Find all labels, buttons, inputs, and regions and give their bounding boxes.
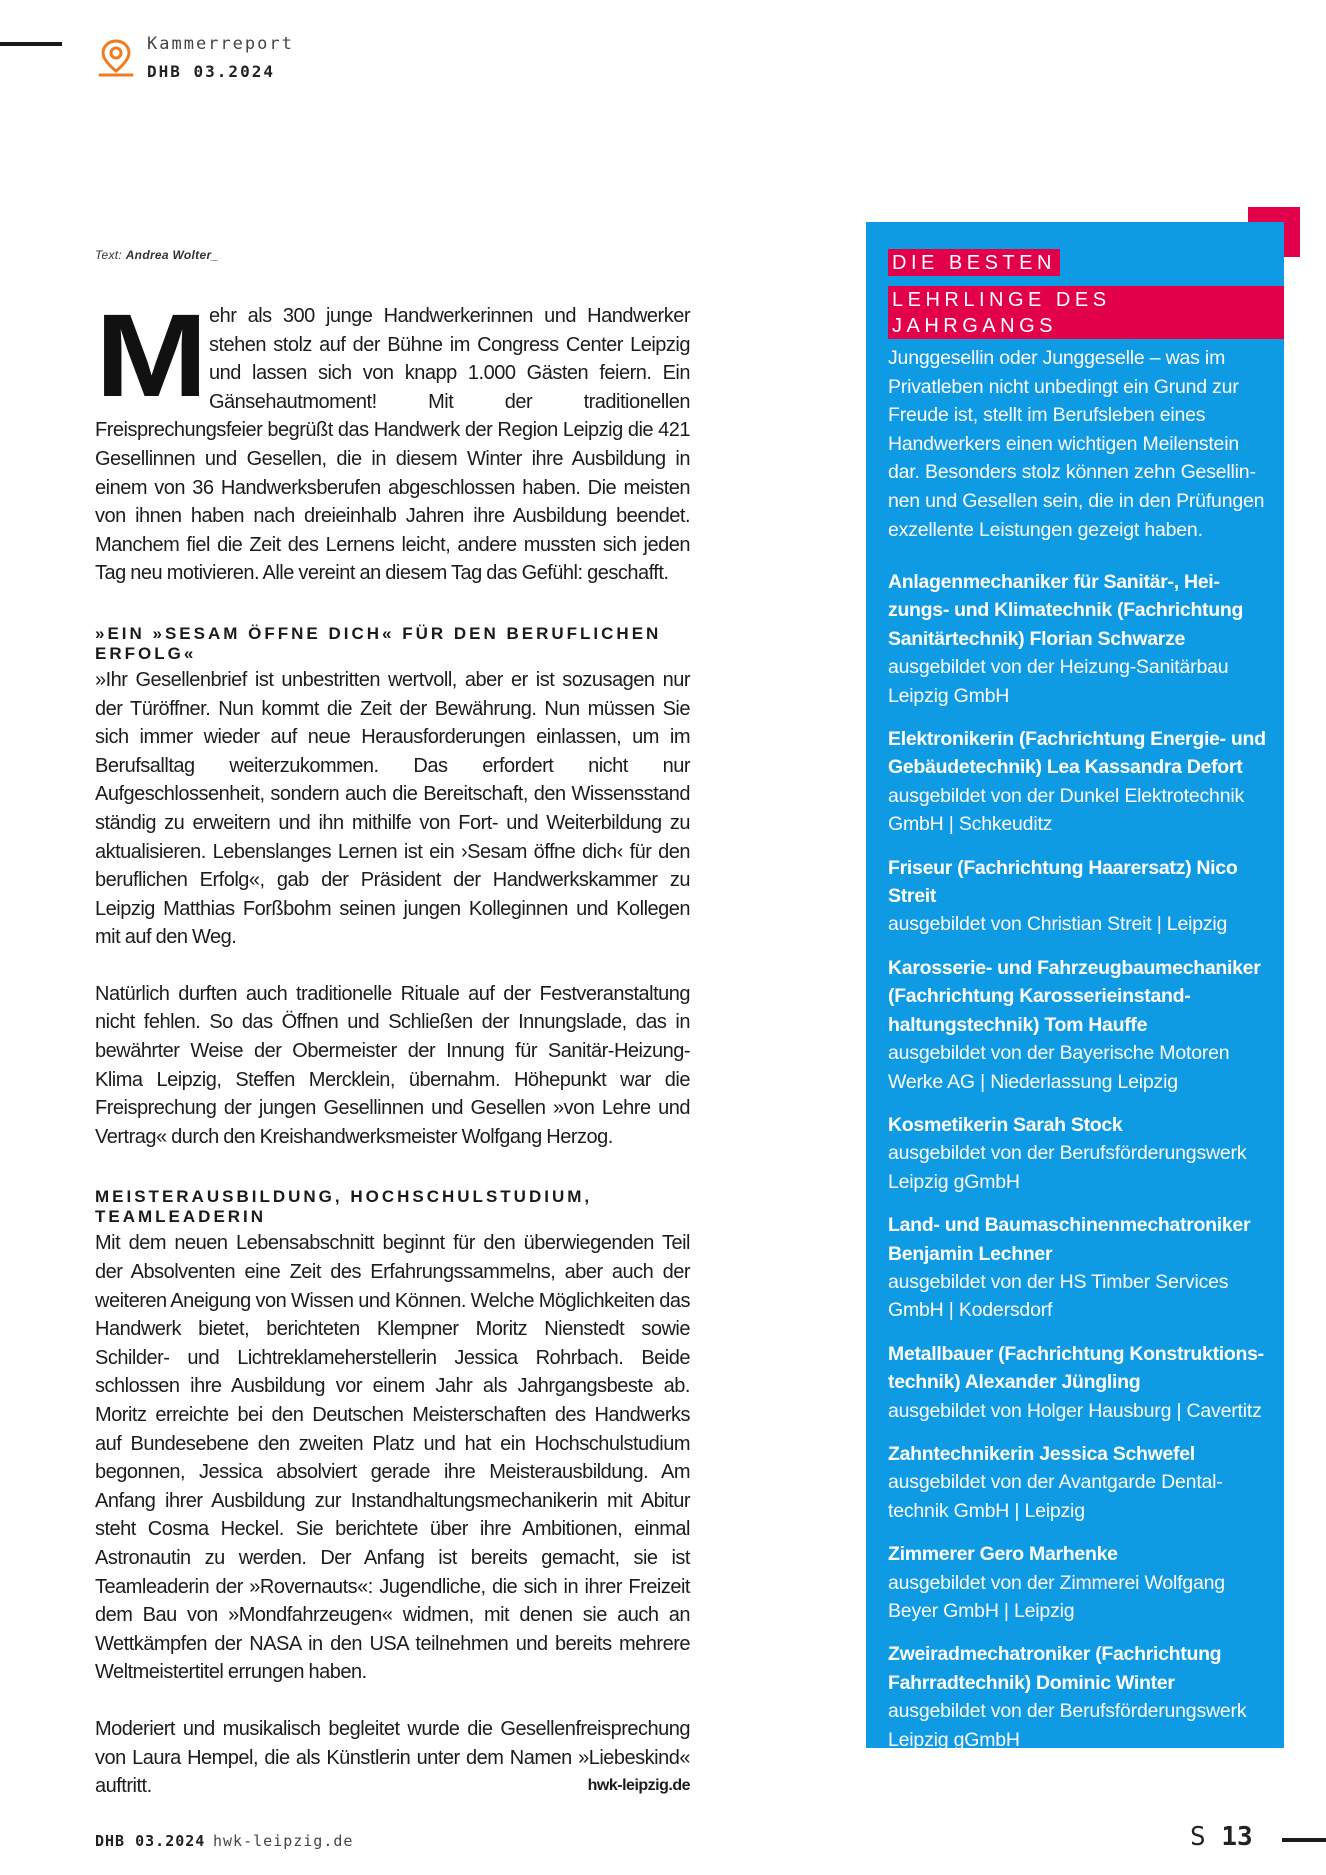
sidebar-box — [866, 222, 1284, 1751]
apprentice-name: Zweiradmechatroniker (Fachrichtung Fahrradtechnik) Dominic Winter — [888, 1643, 1222, 1694]
footer-issue: DHB 03.2024 — [95, 1832, 206, 1850]
list-item — [888, 568, 1273, 710]
list-item — [888, 1211, 1273, 1325]
apprentice-trainer: ausgebildet von der Berufsförderungswerk Leipzig gGmbH — [888, 1142, 1247, 1193]
paragraph-closing — [95, 1715, 690, 1801]
list-item — [888, 1540, 1273, 1625]
paragraph-rituals: Natürlich durften auch traditionelle Rituale auf der Festveranstaltung nicht fehlen. So das Öffnen und Schließen der Innungslade, das in bewährter Weise der Obermeister der Innung für Sanitär-Heizung-Klima Leipzig, Steffen Mercklein, übernahm. Höhepunkt war die Freisprechung der jungen Gesellinnen und Gesellen »von Lehre und Vertrag« durch den Kreishandwerksmeister Wolfgang Herzog. — [95, 982, 690, 1148]
apprentice-trainer: ausgebildet von Holger Hausburg | Cavertitz — [888, 1399, 1262, 1422]
apprentice-trainer: ausgebildet von der Zimmerei Wolfgang Beyer GmbH | Leipzig — [888, 1571, 1225, 1622]
sidebar-title-line2: LEHRLINGE DES JAHRGANGS — [888, 286, 1284, 339]
paragraph-careers: Mit dem neuen Lebensabschnitt beginnt für den überwiegenden Teil der Absolventen eine Zeit des Erfahrungssammelns, aber auch der weiteren Aneigung von Wissen und Können. Welche Möglichkeiten das Handwerk bietet, berichteten Klempner Moritz Nienstedt sowie Schilder- und Lichtreklameherstellerin Jessica Rohrbach. Beide schlossen ihre Ausbildung vor einem Jahr als Jahrgangsbeste ab. Moritz erreichte bei den Deutschen Meisterschaften des Handwerks auf Bundesebene den zweiten Platz und hat ein Hochschulstudium begonnen, Jessica absolviert gerade ihre Meisterausbildung. Am Anfang ihrer Ausbildung zur Instandhaltungsmechanikerin mit Abitur steht Cosma Heckel. Sie berichtete über ihre Ambitionen, einmal Astronautin zu werden. Der Anfang ist bereits gemacht, sie ist Teamleaderin der »Rovernauts«: Jugendliche, die sich in ihrer Freizeit dem Bau von »Mondfahrzeugen« widmen, mit denen sie auch an Wettkämpfen der NASA in den USA teilnehmen und bereits mehrere Weltmeistertitel errungen haben. — [95, 1232, 690, 1684]
footer-site[interactable]: hwk-leipzig.de — [213, 1832, 354, 1850]
subheading-meister: MEISTERAUSBILDUNG, HOCHSCHULSTUDIUM, TEAMLEADERIN — [95, 1187, 593, 1227]
page-number — [1190, 1822, 1253, 1852]
apprentice-trainer: ausgebildet von der Avantgarde Dentaltechnik GmbH | Leipzig — [888, 1471, 1223, 1522]
list-item — [888, 954, 1273, 1096]
apprentice-name: Kosmetikerin Sarah Stock — [888, 1113, 1123, 1136]
apprentice-name: Metallbauer (Fachrichtung Konstruktionstechnik) Alexander Jüngling — [888, 1342, 1265, 1394]
paragraph-quote: »Ihr Gesellenbrief ist unbestritten wertvoll, aber er ist sozusagen nur der Türöffner. Nun kommt die Zeit der Bewährung. Nun müssen Sie sich immer wieder auf neue Herausforderungen einlassen, um im Berufsalltag weiterzukommen. Das erfordert nicht nur Aufgeschlossenheit, sondern auch die Bereitschaft, den Wissensstand ständig zu erweitern und ihn mithilfe von Fort- und Weiterbildung zu aktualisieren. Lebenslanges Lernen ist ein ›Sesam öffne dich‹ für den beruflichen Erfolg«, gab der Präsident der Handwerkskammer zu Leipzig Matthias Forßbohm seinen jungen Kolleginnen und Kollegen mit auf den Weg. — [95, 668, 690, 949]
apprentice-trainer: ausgebildet von Christian Streit | Leipzig — [888, 913, 1228, 936]
apprentice-trainer: ausgebildet von der Berufsförderungswerk Leipzig gGmbH — [888, 1700, 1247, 1751]
sidebar-title — [888, 249, 1284, 349]
intro-paragraph — [95, 290, 690, 588]
byline — [95, 248, 690, 262]
apprentice-list — [888, 568, 1273, 1769]
apprentice-name: Land- und Baumaschinenmechatroniker Benjamin Lechner — [888, 1214, 1251, 1265]
byline-author: Andrea Wolter_ — [125, 248, 219, 262]
apprentice-name: Friseur (Fachrichtung Haarersatz) Nico Streit — [888, 856, 1238, 908]
apprentice-name: Karosserie- und Fahrzeugbaumechaniker (Fachrichtung Karosserieinstandhaltungstechnik) Tom Hauffe — [888, 956, 1261, 1036]
header-rule — [0, 42, 62, 46]
dropcap: M — [95, 290, 208, 422]
apprentice-name: Zahntechnikerin Jessica Schwefel — [888, 1442, 1195, 1465]
apprentice-trainer: ausgebildet von der Bayerische Motoren Werke AG | Niederlassung Leipzig — [888, 1042, 1230, 1093]
list-item — [888, 1111, 1273, 1196]
intro-text: ehr als 300 junge Handwerkerinnen und Handwerker stehen stolz auf der Bühne im Congress Center Leipzig und lassen sich von knapp 1.000 Gästen feiern. Ein Gänsehautmoment! Mit der traditionellen Freisprechungsfeier begrüßt das Handwerk der Region Leipzig die 421 Gesellinnen und Gesellen, die in diesem Winter ihre Ausbildung in einem von 36 Handwerksberufen abgeschlossen haben. Die meisten von ihnen haben nach dreieinhalb Jahren ihre Ausbildung beendet. Manchem fiel die Zeit des Lernens leicht, andere mussten sich jeden Tag neu motivieren. Alle vereint an diesem Tag das Gefühl: geschafft. — [95, 305, 690, 585]
footer-rule — [1282, 1838, 1326, 1842]
apprentice-name: Anlagenmechaniker für Sanitär-, Heizungs- und Klimatechnik (Fachrichtung Sanitärtechnik) Florian Schwarze — [888, 571, 1244, 650]
page-number-value: 13 — [1221, 1822, 1253, 1852]
source-link[interactable]: hwk-leipzig.de — [587, 1777, 690, 1795]
article-body — [95, 290, 690, 1801]
byline-prefix: Text: — [95, 248, 126, 262]
list-item — [888, 854, 1273, 939]
location-pin-icon — [96, 37, 136, 79]
section-title: Kammerreport — [147, 34, 294, 54]
closing-text: Moderiert und musikalisch begleitet wurde die Gesellenfreisprechung von Laura Hempel, die als Künstlerin unter dem Namen »Liebeskind« auftritt. — [95, 1717, 690, 1798]
list-item — [888, 1640, 1273, 1754]
list-item — [888, 1440, 1273, 1525]
apprentice-name: Elektronikerin (Fachrichtung Energie- und Gebäudetechnik) Lea Kassandra Defort — [888, 728, 1266, 779]
apprentice-name: Zimmerer Gero Marhenke — [888, 1543, 1118, 1566]
list-item — [888, 1340, 1273, 1425]
list-item — [888, 725, 1273, 839]
subheading-sesam: »EIN »SESAM ÖFFNE DICH« FÜR DEN BERUFLICHEN ERFOLG« — [95, 623, 662, 663]
apprentice-trainer: ausgebildet von der Heizung-Sanitärbau Leipzig GmbH — [888, 656, 1229, 707]
apprentice-trainer: ausgebildet von der HS Timber Services GmbH | Kodersdorf — [888, 1270, 1229, 1322]
sidebar-intro: Junggesellin oder Junggeselle – was im Privatleben nicht unbedingt ein Grund zur Freude ist, stellt im Berufsleben eines Handwerkers einen wichtigen Meilenstein dar. Besonders stolz können zehn Gesellinnen und Gesellen sein, die in den Prüfungen exzellente Leistungen gezeigt haben. — [888, 347, 1265, 541]
article — [95, 248, 690, 1801]
apprentice-trainer: ausgebildet von der Dunkel Elektrotechnik GmbH | Schkeuditz — [888, 784, 1245, 836]
sidebar-title-line1: DIE BESTEN — [888, 249, 1060, 276]
issue-label: DHB 03.2024 — [147, 62, 275, 81]
page-prefix: S — [1190, 1822, 1206, 1852]
